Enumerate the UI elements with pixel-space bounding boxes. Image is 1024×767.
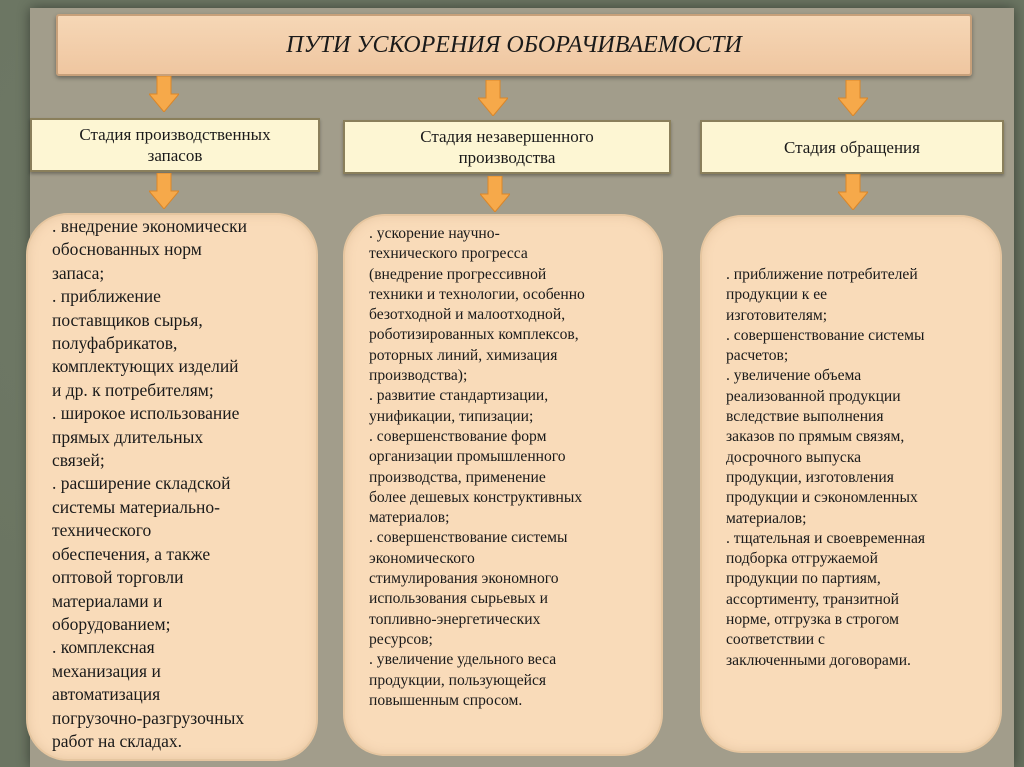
stage-production-reserves [30, 118, 320, 172]
measure-item: . расширение складской системы материально- технического обеспечения, а также оптовой торговли материалами и оборудованием; [52, 473, 231, 634]
measure-item: . совершенствование системы экономического стимулирования экономного использования сырьевых и топливно-энергетических ресурсов; [369, 529, 568, 648]
measure-item: . приближение потребителей продукции к ее изготовителям; [726, 266, 918, 324]
arrow-down-icon [838, 80, 868, 116]
stage-label: Стадия обращения [784, 137, 920, 157]
measure-item: . увеличение удельного веса продукции, пользующейся повышенным спросом. [369, 651, 557, 709]
measure-item: . комплексная механизация и автоматизация погрузочно-разгрузочных работ на складах. [52, 637, 245, 751]
arrow-down-icon [149, 173, 179, 209]
arrow-down-icon [838, 174, 868, 210]
arrow-down-icon [478, 80, 508, 116]
measure-item: . совершенствование форм организации промышленного производства, применение более дешевых конструктивных материалов; [369, 427, 583, 527]
stage-work-in-progress [343, 120, 671, 174]
measures-box-production-reserves [26, 213, 318, 761]
measures-box-circulation [700, 215, 1002, 753]
measures-box-work-in-progress [343, 214, 663, 756]
stage-label: Стадия производственных запасов [79, 125, 271, 165]
arrow-down-icon [149, 76, 179, 112]
measure-item: . приближение поставщиков сырья, полуфабрикатов, комплектующих изделий и др. к потребителям; [52, 286, 239, 400]
arrow-down-icon [480, 176, 510, 212]
diagram-title-text: ПУТИ УСКОРЕНИЯ ОБОРАЧИВАЕМОСТИ [286, 31, 742, 58]
measure-item: . развитие стандартизации, унификации, типизации; [369, 387, 549, 425]
measure-item: . увеличение объема реализованной продукции вследствие выполнения заказов по прямым связям, досрочного выпуска продукции, изготовления продукции и сэкономленных материалов; [726, 367, 918, 527]
measure-item: . ускорение научно- технического прогресса (внедрение прогрессивной техники и технологии, особенно безотходной и малоотходной, роботизированных комплексов, роторных линий, химизация производства); [369, 225, 585, 385]
stage-circulation [700, 120, 1004, 174]
measure-item: . совершенствование системы расчетов; [726, 326, 925, 365]
diagram-title [56, 14, 972, 76]
stage-label: Стадия незавершенного производства [420, 127, 594, 167]
measure-item: . внедрение экономически обоснованных норм запаса; [52, 216, 247, 283]
measure-item: . тщательная и своевременная подборка отгружаемой продукции по партиям, ассортименту, транзитной норме, отгрузка в строгом соответствии с заключенными договорами. [726, 529, 926, 669]
measure-item: . широкое использование прямых длительных связей; [52, 403, 240, 471]
